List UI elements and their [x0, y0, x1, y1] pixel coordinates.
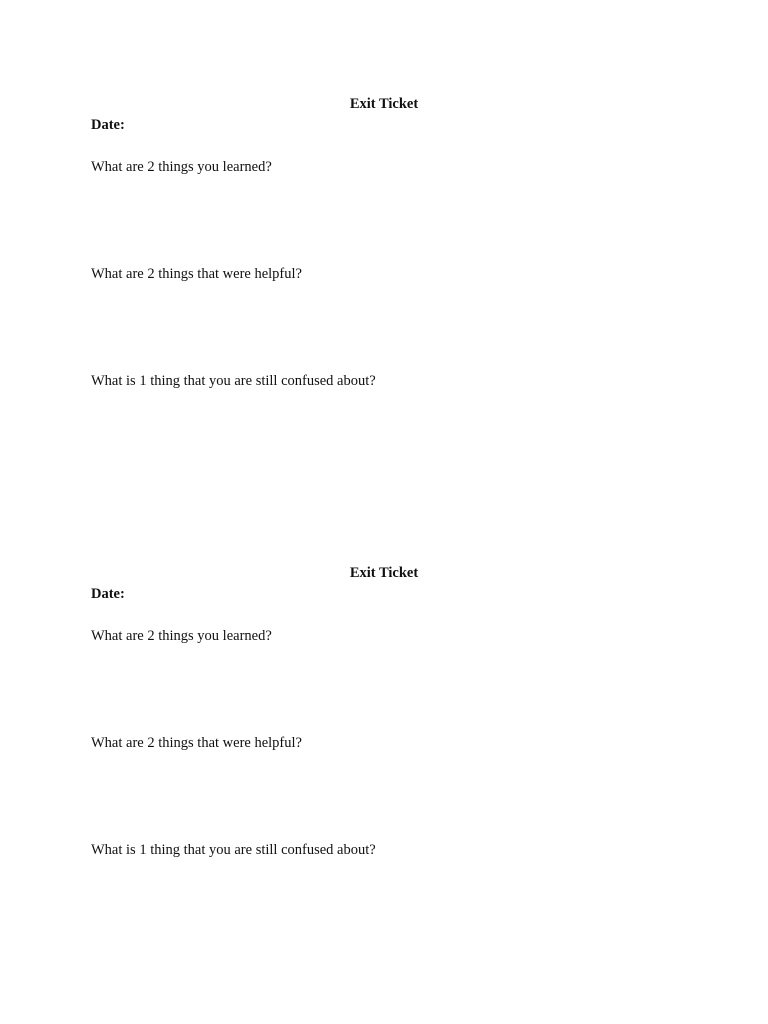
- question-helpful: What are 2 things that were helpful?: [91, 735, 302, 751]
- ticket-title: Exit Ticket: [349, 565, 419, 581]
- question-learned: What are 2 things you learned?: [91, 628, 272, 644]
- question-confused: What is 1 thing that you are still confused about?: [91, 373, 376, 389]
- question-helpful: What are 2 things that were helpful?: [91, 266, 302, 282]
- question-learned: What are 2 things you learned?: [91, 159, 272, 175]
- date-label: Date:: [91, 117, 125, 133]
- exit-ticket-2: [0, 469, 768, 909]
- exit-ticket-1: [0, 0, 768, 440]
- date-label: Date:: [91, 586, 125, 602]
- ticket-title: Exit Ticket: [349, 96, 419, 112]
- question-confused: What is 1 thing that you are still confused about?: [91, 842, 376, 858]
